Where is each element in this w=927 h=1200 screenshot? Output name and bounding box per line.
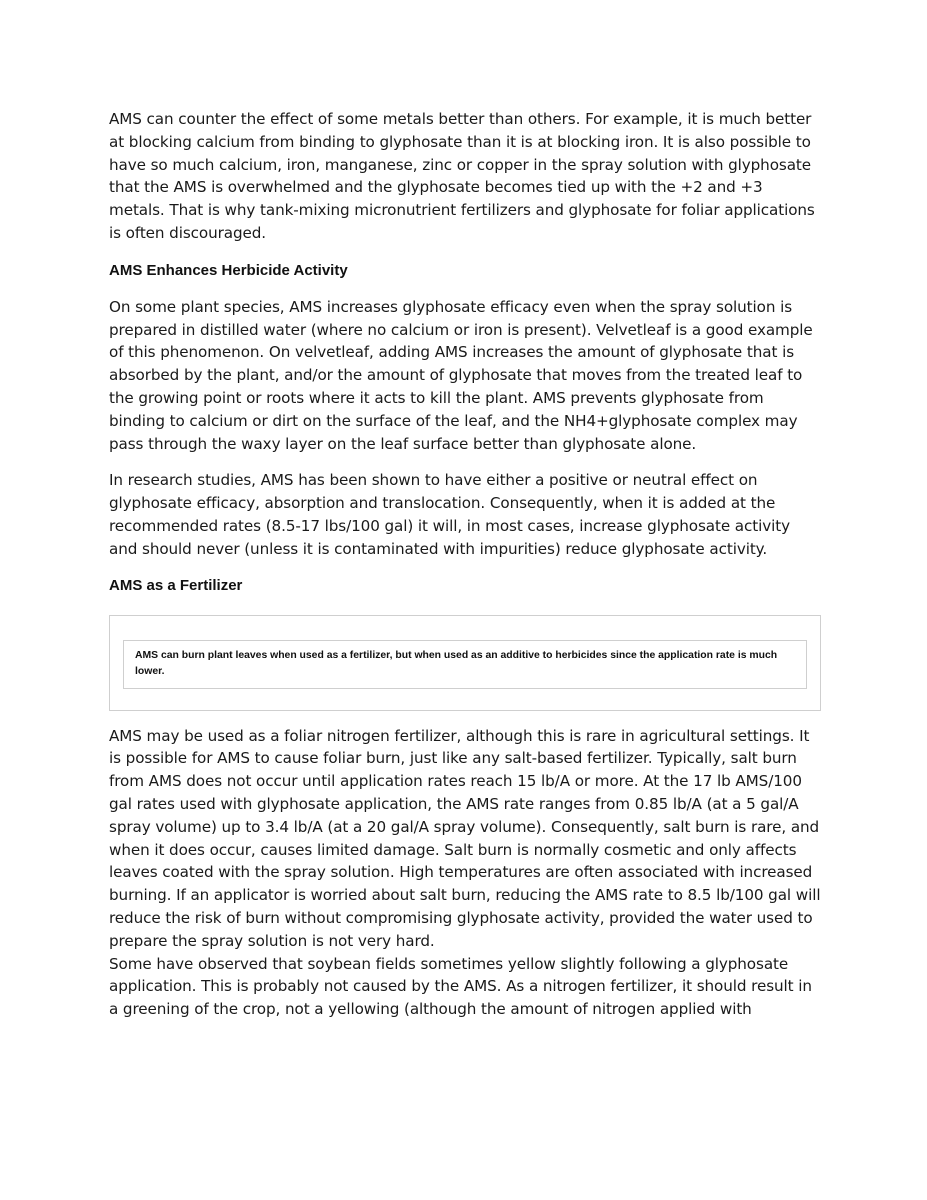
callout-box xyxy=(109,615,821,711)
callout-inner-box xyxy=(123,640,807,689)
callout-text: AMS can burn plant leaves when used as a fertilizer, but when used as an additive to herbicides since the application rate is much lower. xyxy=(135,649,778,677)
document-page xyxy=(109,108,821,1021)
paragraph-salt-burn: AMS may be used as a foliar nitrogen fertilizer, although this is rare in agricultural settings. It is possible for AMS to cause foliar burn, just like any salt-based fertilizer. Typically, salt burn from AMS does not occur until application rates reach 15 lb/A or more. At the 17 lb AMS/100 gal rates used with glyphosate application, the AMS rate ranges from 0.85 lb/A (at a 5 gal/A spray volume) up to 3.4 lb/A (at a 20 gal/A spray volume). Consequently, salt burn is rare, and when it does occur, causes limited damage. Salt burn is normally cosmetic and only affects leaves coated with the spray solution. High temperatures are often associated with increased burning. If an applicator is worried about salt burn, reducing the AMS rate to 8.5 lb/100 gal will reduce the risk of burn without compromising glyphosate activity, provided the water used to prepare the spray solution is not very hard. xyxy=(109,726,821,950)
paragraph-velvetleaf: On some plant species, AMS increases glyphosate efficacy even when the spray solution is prepared in distilled water (where no calcium or iron is present). Velvetleaf is a good example of this phenomenon. On velvetleaf, adding AMS increases the amount of glyphosate that is absorbed by the plant, and/or the amount of glyphosate that moves from the treated leaf to the growing point or roots where it acts to kill the plant. AMS prevents glyphosate from binding to calcium or dirt on the surface of the leaf, and the NH4+glyphosate complex may pass through the waxy layer on the leaf surface better than glyphosate alone. xyxy=(109,297,813,453)
heading-fertilizer: AMS as a Fertilizer xyxy=(109,576,243,594)
heading-herbicide-activity: AMS Enhances Herbicide Activity xyxy=(109,261,348,279)
paragraph-soybean: Some have observed that soybean fields sometimes yellow slightly following a glyphosate application. This is probably not caused by the AMS. As a nitrogen fertilizer, it should result in a greening of the crop, not a yellowing (although the amount of nitrogen applied with xyxy=(109,954,812,1019)
paragraph-research: In research studies, AMS has been shown to have either a positive or neutral effect on glyphosate efficacy, absorption and translocation. Consequently, when it is added at the recommended rates (8.5-17 lbs/100 gal) it will, in most cases, increase glyphosate activity and should never (unless it is contaminated with impurities) reduce glyphosate activity. xyxy=(109,471,790,558)
paragraph-metals: AMS can counter the effect of some metals better than others. For example, it is much better at blocking calcium from binding to glyphosate than it is at blocking iron. It is also possible to have so much calcium, iron, manganese, zinc or copper in the spray solution with glyphosate that the AMS is overwhelmed and the glyphosate becomes tied up with the +2 and +3 metals. That is why tank-mixing micronutrient fertilizers and glyphosate for foliar applications is often discouraged. xyxy=(109,110,815,242)
